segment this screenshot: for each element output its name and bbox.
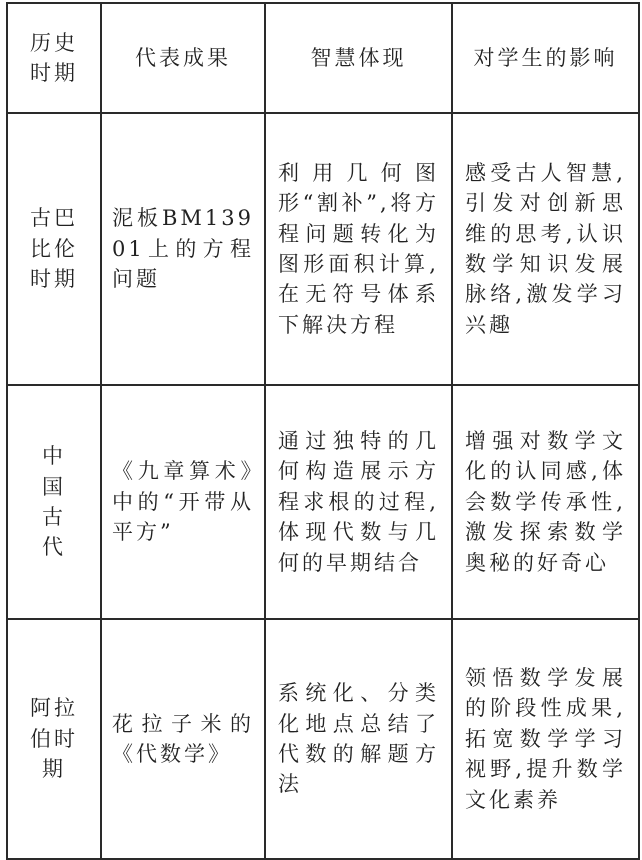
cell-achievement: 花拉子米的《代数学》 (101, 619, 265, 859)
cell-wisdom: 系统化、分类化地点总结了代数的解题方法 (265, 619, 452, 859)
header-wisdom: 智慧体现 (265, 3, 452, 113)
cell-period: 古巴比伦时期 (7, 113, 101, 385)
table-row (7, 619, 639, 859)
table-header-row (7, 3, 639, 113)
header-period: 历史时期 (7, 3, 101, 113)
cell-achievement: 泥板BM13901上的方程问题 (101, 113, 265, 385)
cell-impact: 增强对数学文化的认同感,体会数学传承性,激发探索数学奥秘的好奇心 (452, 385, 639, 619)
comparison-table (6, 2, 640, 860)
cell-impact: 感受古人智慧,引发对创新思维的思考,认识数学知识发展脉络,激发学习兴趣 (452, 113, 639, 385)
cell-period: 中国古代 (7, 385, 101, 619)
cell-impact: 领悟数学发展的阶段性成果,拓宽数学学习视野,提升数学文化素养 (452, 619, 639, 859)
header-impact: 对学生的影响 (452, 3, 639, 113)
table-row (7, 385, 639, 619)
cell-wisdom: 通过独特的几何构造展示方程求根的过程,体现代数与几何的早期结合 (265, 385, 452, 619)
cell-period: 阿拉伯时期 (7, 619, 101, 859)
table-row (7, 113, 639, 385)
header-achievement: 代表成果 (101, 3, 265, 113)
cell-achievement: 《九章算术》中的“开带从平方” (101, 385, 265, 619)
cell-wisdom: 利用几何图形“割补”,将方程问题转化为图形面积计算,在无符号体系下解决方程 (265, 113, 452, 385)
